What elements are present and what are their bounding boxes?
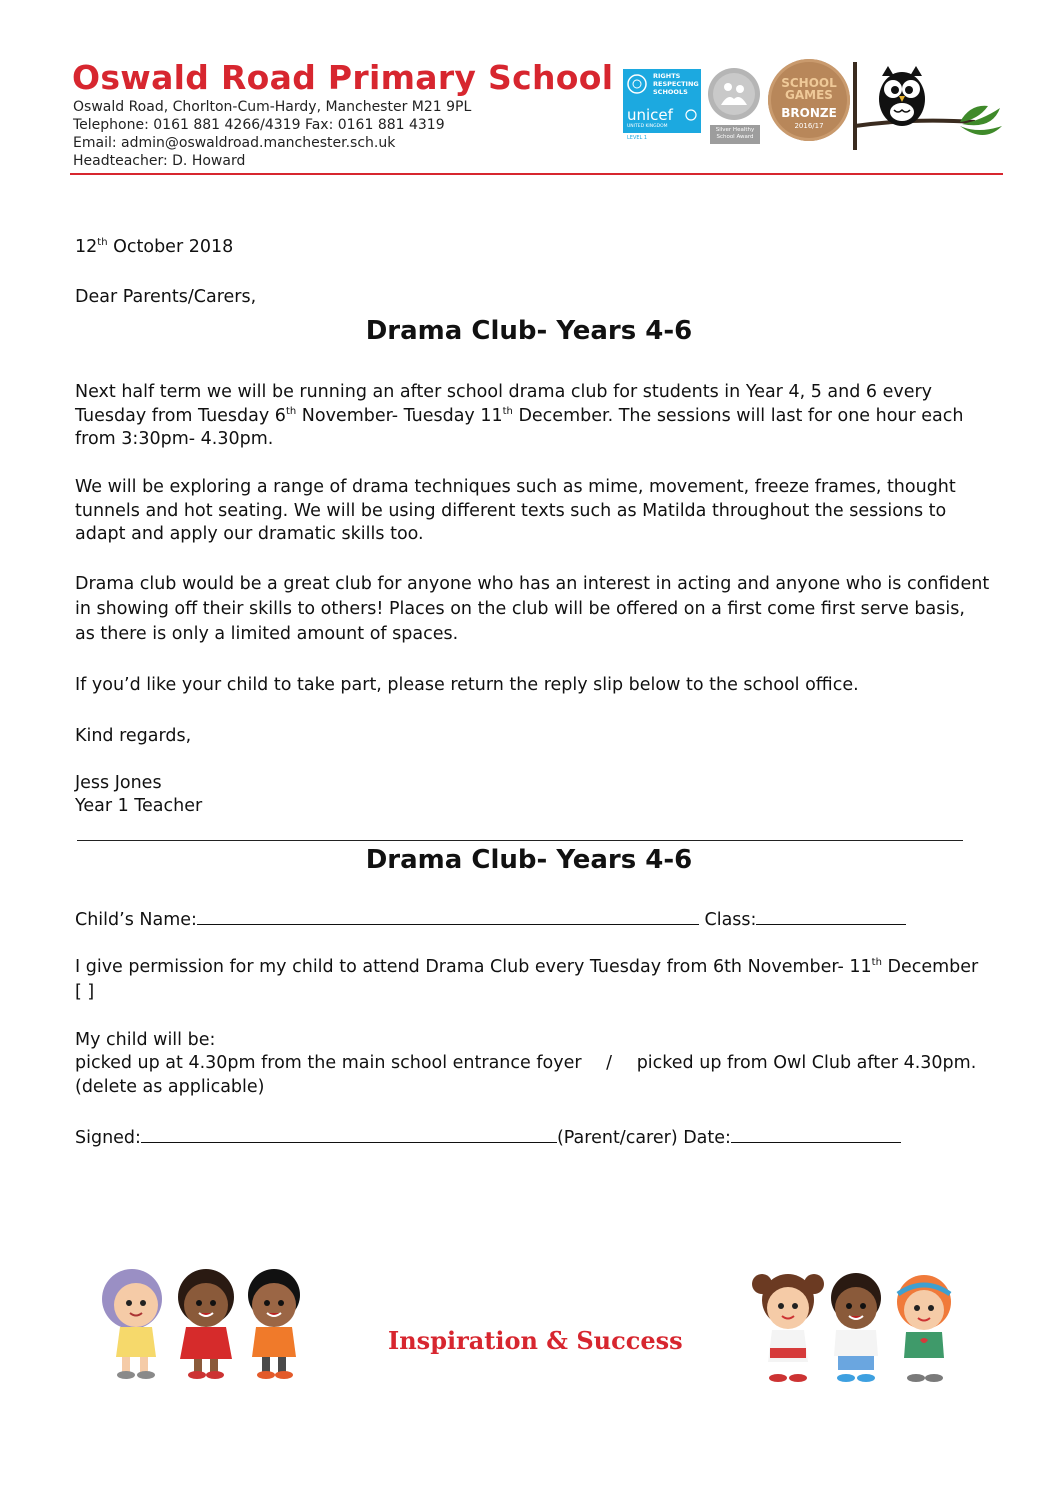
school-tagline: Inspiration & Success [388, 1326, 683, 1355]
children-right-illustration [748, 1268, 966, 1388]
slip-title: Drama Club- Years 4-6 [365, 845, 693, 875]
child-name-label: Child’s Name: [75, 910, 197, 930]
will-be-label: My child will be: [75, 1030, 216, 1050]
pickup-option-foyer[interactable]: picked up at 4.30pm from the main school entrance foyer [75, 1053, 582, 1073]
silver-award-caption: Silver Healthy School Award [715, 127, 755, 140]
paragraph-2: We will be exploring a range of drama techniques such as mime, movement, freeze frames, thought tunnels and hot seating. We will be using different texts such as Matilda throughout the sessions to adapt and apply our dramatic skills too. [75, 477, 956, 544]
paragraph-1: Next half term we will be running an after school drama club for students in Year 4, 5 and 6 every Tuesday from Tuesday 6th November- Tuesday 11th December. The sessions will last for one hour each from 3:30pm- 4.30pm. [75, 382, 964, 449]
letter-title: Drama Club- Years 4-6 [365, 316, 693, 346]
school-telephone: Telephone: 0161 881 4266/4319 Fax: 0161 881 4319 [73, 117, 445, 133]
child-name-row [75, 907, 990, 933]
unicef-uk: UNITED KINGDOM [627, 124, 668, 129]
games-year: 2016/17 [794, 122, 824, 130]
pickup-option-owl-club[interactable]: picked up from Owl Club after 4.30pm. [636, 1053, 977, 1073]
closing: Kind regards, [75, 726, 192, 746]
school-email: Email: admin@oswaldroad.manchester.sch.uk [73, 135, 396, 151]
signature-row [75, 1125, 990, 1151]
games-bronze: BRONZE [781, 106, 837, 120]
signer-role: Year 1 Teacher [75, 796, 203, 816]
class-label: Class: [704, 910, 757, 930]
children-left-illustration [96, 1265, 312, 1383]
class-field[interactable] [756, 907, 906, 925]
paragraph-3: Drama club would be a great club for anyone who has an interest in acting and anyone who is confident in showing off their skills to others! Places on the club will be offered on a first come first serve basis, as there is only a limited amount of spaces. [75, 574, 990, 644]
school-name: Oswald Road Primary School [72, 58, 614, 97]
delete-note: (delete as applicable) [75, 1077, 265, 1097]
date-field[interactable] [731, 1125, 901, 1143]
paragraph-4: If you’d like your child to take part, please return the reply slip below to the school office. [75, 675, 859, 695]
badge-respecting: RESPECTING [653, 80, 699, 88]
child-name-field[interactable] [197, 907, 699, 925]
signer-name: Jess Jones [75, 773, 162, 793]
salutation: Dear Parents/Carers, [75, 287, 257, 307]
signed-label: Signed: [75, 1128, 141, 1148]
pickup-options [75, 1052, 990, 1076]
headteacher: Headteacher: D. Howard [73, 153, 246, 169]
owl-logo-icon [850, 62, 1008, 152]
unicef-rights-badge [623, 69, 701, 133]
permission-text: I give permission for my child to attend Drama Club every Tuesday from 6th November- 11th December [75, 957, 979, 977]
games-school: SCHOOL [781, 76, 837, 90]
option-separator: / [606, 1053, 613, 1073]
badge-rights: RIGHTS [653, 72, 681, 80]
school-address: Oswald Road, Chorlton-Cum-Hardy, Manchester M21 9PL [73, 99, 472, 115]
cut-line [77, 840, 963, 841]
parent-date-label: (Parent/carer) Date: [556, 1128, 731, 1148]
unicef-level: LEVEL 1 [627, 135, 648, 141]
school-games-bronze-badge [768, 59, 850, 141]
badge-schools: SCHOOLS [653, 88, 688, 96]
games-games: GAMES [785, 88, 833, 102]
permission-checkbox[interactable]: [ ] [75, 982, 95, 1002]
header-divider [70, 173, 1003, 175]
signature-field[interactable] [141, 1125, 557, 1143]
unicef-wordmark: unicef [627, 106, 673, 124]
letter-date: 12th October 2018 [75, 237, 234, 257]
